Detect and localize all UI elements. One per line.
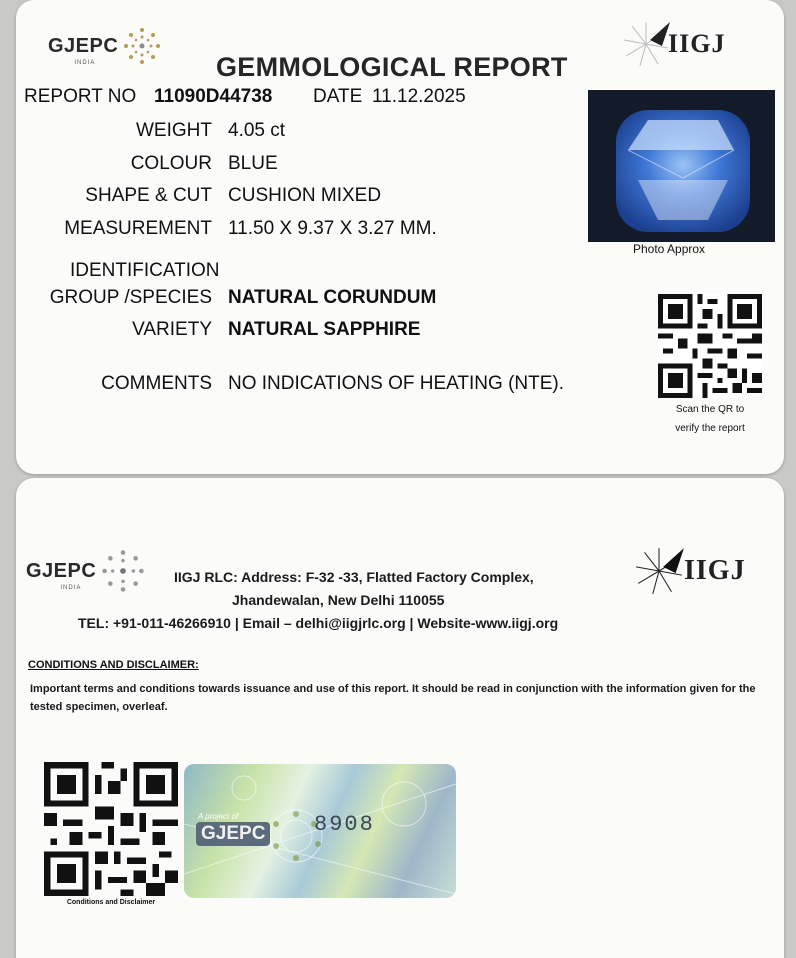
field-value: CUSHION MIXED [228,185,382,206]
field-value: 4.05 ct [228,120,286,141]
report-card-front [16,0,784,474]
gemstone-photo [588,90,775,242]
field-label: MEASUREMENT [64,218,212,239]
conditions-text: Important terms and conditions towards issuance and use of this report. It should be read in conjunction with the information given for the tested specimen, overleaf. [30,683,756,713]
field-value: NATURAL CORUNDUM [228,287,437,308]
field-value: NATURAL SAPPHIRE [228,319,421,340]
hologram-number: 8908 [314,812,375,837]
field-value: BLUE [228,153,278,174]
field-label: WEIGHT [136,120,212,141]
gjepc-logo-text: GJEPC [26,559,97,582]
report-card-back [16,478,784,958]
address-line-1: IIGJ RLC: Address: F-32 -33, Flatted Factory Complex, [174,569,534,585]
date-label: DATE [313,86,363,107]
conditions-qr-caption: Conditions and Disclaimer [66,899,156,906]
field-label: GROUP /SPECIES [49,287,212,308]
gjepc-logo [26,548,146,594]
qr-caption-line1: Scan the QR to [675,404,745,415]
field-label: SHAPE & CUT [85,185,212,206]
report-no-value: 11090D44738 [154,86,273,107]
gjepc-logo [48,26,162,66]
photo-caption: Photo Approx [633,242,706,256]
date-value: 11.12.2025 [372,86,466,107]
gjepc-logo-text: GJEPC [48,34,119,57]
identification-heading: IDENTIFICATION [70,260,220,281]
gjepc-logo-sub: INDIA [74,60,96,66]
gjepc-logo-sub: INDIA [60,585,82,591]
gjepc-star-icon [100,548,146,594]
iigj-logo-text: IIGJ [684,555,746,586]
iigj-burst-icon [632,544,686,598]
iigj-logo [632,544,746,598]
field-label: COMMENTS [101,373,212,394]
gemstone-image [588,90,775,242]
qr-caption [652,400,768,438]
conditions-heading: CONDITIONS AND DISCLAIMER: [28,659,199,671]
security-hologram [184,764,456,898]
contact-line: TEL: +91-011-46266910 | Email – delhi@iigjrlc.org | Website-www.iigj.org [78,615,559,631]
address-line-2: Jhandewalan, New Delhi 110055 [232,592,445,608]
field-value: 11.50 X 9.37 X 3.27 MM. [228,218,437,239]
hologram-project-text: A project of [198,812,239,821]
verify-qr-code[interactable] [656,294,764,398]
field-label: COLOUR [130,153,212,174]
field-value: NO INDICATIONS OF HEATING (NTE). [228,373,565,394]
iigj-logo [620,18,725,70]
report-no-label: REPORT NO [24,86,137,107]
iigj-logo-text: IIGJ [668,29,726,58]
hologram-logo: GJEPC [196,822,270,846]
field-label: VARIETY [132,319,212,340]
qr-caption-line2: verify the report [675,423,745,434]
conditions-qr-code[interactable] [44,762,178,896]
iigj-burst-icon [620,18,672,70]
gjepc-star-icon [122,26,162,66]
report-title: GEMMOLOGICAL REPORT [216,52,568,82]
